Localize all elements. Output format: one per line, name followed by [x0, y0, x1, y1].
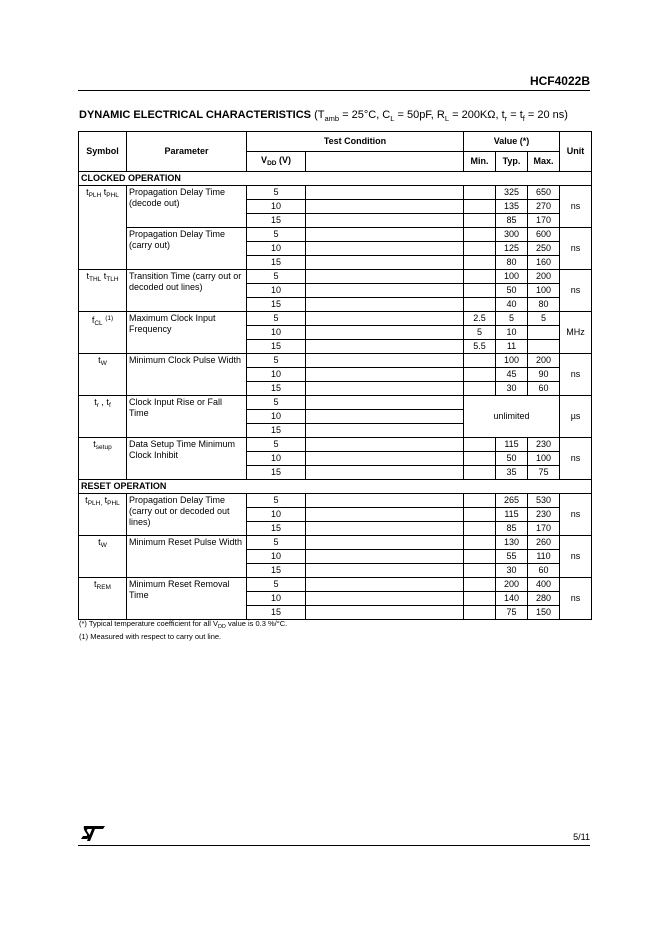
title-t-val: = 25°C, C [339, 109, 391, 121]
vdd-cell: 10 [247, 550, 306, 564]
min-cell [464, 214, 496, 228]
min-cell [464, 382, 496, 396]
table-row [79, 312, 592, 326]
min-cell [464, 354, 496, 368]
typ-cell: 30 [496, 564, 528, 578]
title-tr-sub: r [504, 114, 508, 124]
table-row [79, 536, 592, 550]
max-cell: 250 [528, 242, 560, 256]
typ-cell: 300 [496, 228, 528, 242]
table-row [79, 354, 592, 368]
max-cell: 75 [528, 466, 560, 480]
min-cell [464, 228, 496, 242]
min-cell [464, 438, 496, 452]
min-cell: 5 [464, 326, 496, 340]
header-blank [306, 152, 464, 172]
footnote-carry-out: (1) Measured with respect to carry out line. [79, 632, 222, 641]
section-clocked-operation: CLOCKED OPERATION [79, 172, 592, 186]
vdd-cell: 5 [247, 312, 306, 326]
vdd-cell: 10 [247, 284, 306, 298]
typ-cell: 100 [496, 354, 528, 368]
min-cell [464, 368, 496, 382]
typ-cell: 85 [496, 214, 528, 228]
title-c-sub: L [390, 114, 395, 124]
max-cell [528, 326, 560, 340]
parameter-cell: Propagation Delay Time (carry out or decoded out lines) [127, 494, 247, 536]
parameter-cell: Data Setup Time Minimum Clock Inhibit [127, 438, 247, 480]
max-cell: 600 [528, 228, 560, 242]
min-cell [464, 200, 496, 214]
header-max: Max. [528, 152, 560, 172]
vdd-cell: 15 [247, 340, 306, 354]
title-tr-val: = t [507, 109, 523, 121]
typ-cell: 100 [496, 270, 528, 284]
typ-cell: 115 [496, 508, 528, 522]
header-typ: Typ. [496, 152, 528, 172]
vdd-cell: 10 [247, 242, 306, 256]
vdd-cell: 5 [247, 354, 306, 368]
vdd-cell: 10 [247, 200, 306, 214]
typ-cell: 80 [496, 256, 528, 270]
condition-cell [306, 340, 464, 354]
condition-cell [306, 536, 464, 550]
vdd-cell: 5 [247, 228, 306, 242]
condition-cell [306, 466, 464, 480]
max-cell: 260 [528, 536, 560, 550]
max-cell: 80 [528, 298, 560, 312]
vdd-cell: 15 [247, 606, 306, 620]
vdd-cell: 10 [247, 452, 306, 466]
symbol-cell: $t_W$ [79, 354, 127, 396]
min-cell: 5.5 [464, 340, 496, 354]
unit-cell: ns [560, 578, 592, 620]
symbol-cell: $t_{REM}$ [79, 578, 127, 620]
max-cell: 230 [528, 438, 560, 452]
condition-cell [306, 452, 464, 466]
min-cell [464, 494, 496, 508]
typ-cell: 40 [496, 298, 528, 312]
min-cell [464, 536, 496, 550]
vdd-cell: 5 [247, 396, 306, 410]
table-row [79, 438, 592, 452]
table-row [79, 228, 592, 242]
condition-cell [306, 284, 464, 298]
condition-cell [306, 214, 464, 228]
vdd-cell: 15 [247, 564, 306, 578]
parameter-cell: Minimum Reset Pulse Width [127, 536, 247, 578]
page-number: 5/11 [573, 832, 590, 842]
parameter-cell: Minimum Reset Removal Time [127, 578, 247, 620]
parameter-cell: Transition Time (carry out or decoded out lines) [127, 270, 247, 312]
vdd-cell: 15 [247, 522, 306, 536]
max-cell: 100 [528, 452, 560, 466]
typ-cell: 135 [496, 200, 528, 214]
min-cell [464, 466, 496, 480]
title-c-val: = 50pF, R [394, 109, 445, 121]
vdd-cell: 15 [247, 466, 306, 480]
max-cell: 150 [528, 606, 560, 620]
min-cell [464, 186, 496, 200]
typ-cell: 85 [496, 522, 528, 536]
dynamic-characteristics-table [78, 131, 592, 620]
vdd-cell: 10 [247, 368, 306, 382]
unit-cell: ns [560, 494, 592, 536]
condition-cell [306, 368, 464, 382]
condition-cell [306, 578, 464, 592]
vdd-cell: 5 [247, 494, 306, 508]
max-cell: 650 [528, 186, 560, 200]
min-cell [464, 578, 496, 592]
condition-cell [306, 508, 464, 522]
condition-cell [306, 606, 464, 620]
condition-cell [306, 396, 464, 410]
typ-cell: 11 [496, 340, 528, 354]
vdd-cell: 15 [247, 214, 306, 228]
parameter-cell: Maximum Clock Input Frequency [127, 312, 247, 354]
typ-cell: 265 [496, 494, 528, 508]
title-r-val: = 200KΩ, t [449, 109, 505, 121]
min-cell [464, 284, 496, 298]
max-cell: 60 [528, 564, 560, 578]
condition-cell [306, 186, 464, 200]
condition-cell [306, 438, 464, 452]
footer-rule [78, 845, 590, 846]
min-cell [464, 270, 496, 284]
typ-cell: 50 [496, 452, 528, 466]
parameter-cell: Propagation Delay Time (decode out) [127, 186, 247, 228]
typ-cell: 35 [496, 466, 528, 480]
condition-cell [306, 326, 464, 340]
table-row [79, 396, 592, 410]
condition-cell [306, 564, 464, 578]
condition-cell [306, 410, 464, 424]
vdd-cell: 15 [247, 298, 306, 312]
symbol-cell: $t_W$ [79, 536, 127, 578]
parameter-cell: Propagation Delay Time (carry out) [127, 228, 247, 270]
typ-cell: 75 [496, 606, 528, 620]
table-row [79, 578, 592, 592]
max-cell: 530 [528, 494, 560, 508]
vdd-cell: 15 [247, 256, 306, 270]
condition-cell [306, 424, 464, 438]
unit-cell: ns [560, 270, 592, 312]
vdd-cell: 10 [247, 410, 306, 424]
min-cell [464, 606, 496, 620]
symbol-cell: $t_{THL}$ $t_{TLH}$ [79, 270, 127, 312]
condition-cell [306, 242, 464, 256]
vdd-cell: 15 [247, 382, 306, 396]
typ-cell: 50 [496, 284, 528, 298]
footnotes [79, 619, 287, 641]
min-cell [464, 550, 496, 564]
header-symbol: Symbol [79, 132, 127, 172]
max-cell: 230 [528, 508, 560, 522]
section-title-main: DYNAMIC ELECTRICAL CHARACTERISTICS [79, 109, 312, 121]
min-cell [464, 522, 496, 536]
unit-cell: ns [560, 228, 592, 270]
condition-cell [306, 312, 464, 326]
header-vdd: $V_{DD}$ (V) [247, 152, 306, 172]
min-cell [464, 508, 496, 522]
parameter-cell: Minimum Clock Pulse Width [127, 354, 247, 396]
header-min: Min. [464, 152, 496, 172]
unit-cell: ns [560, 354, 592, 396]
section-title [79, 109, 599, 123]
typ-cell: 125 [496, 242, 528, 256]
table-row [79, 494, 592, 508]
typ-cell: 325 [496, 186, 528, 200]
max-cell: 270 [528, 200, 560, 214]
unit-cell: ns [560, 438, 592, 480]
typ-cell: 200 [496, 578, 528, 592]
max-cell: 110 [528, 550, 560, 564]
max-cell: 280 [528, 592, 560, 606]
condition-cell [306, 592, 464, 606]
typ-cell: 140 [496, 592, 528, 606]
unit-cell: ns [560, 536, 592, 578]
unit-cell: µs [560, 396, 592, 438]
vdd-cell: 10 [247, 326, 306, 340]
max-cell: 170 [528, 522, 560, 536]
typ-cell: 45 [496, 368, 528, 382]
condition-cell [306, 354, 464, 368]
condition-cell [306, 200, 464, 214]
title-tf-val: = 20 ns) [524, 109, 568, 121]
unlimited-value-cell: unlimited [464, 396, 560, 438]
typ-cell: 5 [496, 312, 528, 326]
condition-cell [306, 228, 464, 242]
vdd-cell: 15 [247, 424, 306, 438]
min-cell [464, 256, 496, 270]
unit-cell: MHz [560, 312, 592, 354]
title-cond-open: (T [311, 109, 325, 121]
title-tf-sub: f [522, 114, 525, 124]
parameter-cell: Clock Input Rise or Fall Time [127, 396, 247, 438]
unit-cell: ns [560, 186, 592, 228]
vdd-cell: 5 [247, 536, 306, 550]
condition-cell [306, 270, 464, 284]
typ-cell: 55 [496, 550, 528, 564]
header-parameter: Parameter [127, 132, 247, 172]
max-cell: 200 [528, 270, 560, 284]
title-r-sub: L [444, 114, 450, 124]
typ-cell: 130 [496, 536, 528, 550]
condition-cell [306, 382, 464, 396]
symbol-cell: $f_{CL}$ $^{(1)}$ [79, 312, 127, 354]
header-value: Value (*) [464, 132, 560, 152]
vdd-cell: 5 [247, 186, 306, 200]
vdd-cell: 5 [247, 270, 306, 284]
vdd-cell: 5 [247, 438, 306, 452]
condition-cell [306, 494, 464, 508]
max-cell: 200 [528, 354, 560, 368]
condition-cell [306, 256, 464, 270]
max-cell: 400 [528, 578, 560, 592]
vdd-cell: 10 [247, 592, 306, 606]
max-cell: 5 [528, 312, 560, 326]
title-t-sub: amb [324, 114, 340, 124]
min-cell [464, 298, 496, 312]
st-logo-icon [80, 824, 106, 842]
symbol-cell: $t_r$ , $t_f$ [79, 396, 127, 438]
vdd-cell: 10 [247, 508, 306, 522]
header-rule [78, 90, 590, 91]
header-test-condition: Test Condition [247, 132, 464, 152]
max-cell: 160 [528, 256, 560, 270]
condition-cell [306, 522, 464, 536]
footnote-temperature: (*) Typical temperature coefficient for all $V_{DD}$ value is 0.3 %/°C. [79, 619, 288, 630]
typ-cell: 10 [496, 326, 528, 340]
min-cell [464, 564, 496, 578]
header-unit: Unit [560, 132, 592, 172]
typ-cell: 30 [496, 382, 528, 396]
max-cell: 90 [528, 368, 560, 382]
part-number: HCF4022B [529, 74, 590, 88]
symbol-cell: $t_{PLH}$ $t_{PHL}$ [79, 186, 127, 270]
max-cell: 100 [528, 284, 560, 298]
min-cell: 2.5 [464, 312, 496, 326]
vdd-cell: 5 [247, 578, 306, 592]
max-cell [528, 340, 560, 354]
condition-cell [306, 298, 464, 312]
min-cell [464, 452, 496, 466]
typ-cell: 115 [496, 438, 528, 452]
condition-cell [306, 550, 464, 564]
max-cell: 60 [528, 382, 560, 396]
table-row [79, 186, 592, 200]
section-reset-operation: RESET OPERATION [79, 480, 592, 494]
table-row [79, 270, 592, 284]
min-cell [464, 592, 496, 606]
symbol-cell: $t_{PLH,}$ $t_{PHL}$ [79, 494, 127, 536]
max-cell: 170 [528, 214, 560, 228]
symbol-cell: $t_{setup}$ [79, 438, 127, 480]
min-cell [464, 242, 496, 256]
